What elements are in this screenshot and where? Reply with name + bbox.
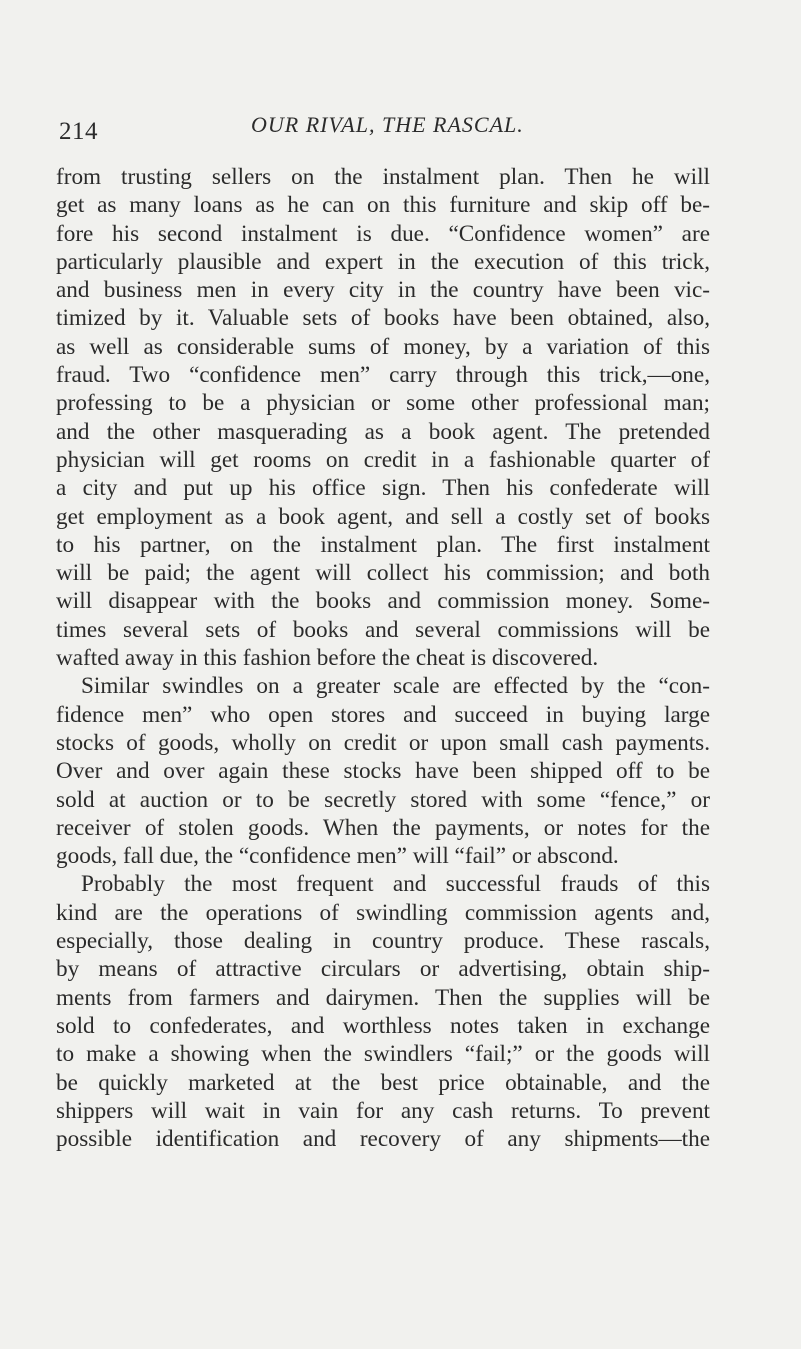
text-line: professing to be a physician or some other professional man; <box>56 390 710 417</box>
text-line: from trusting sellers on the instalment plan. Then he will <box>56 164 710 190</box>
text-line: will disappear with the books and commission money. Some- <box>56 588 710 615</box>
text-line: and the other masquerading as a book agent. The pretended <box>56 418 710 445</box>
text-line: timized by it. Valuable sets of books have been obtained, also, <box>56 305 710 332</box>
text-line: to make a showing when the swindlers “fail;” or the goods will <box>56 1041 710 1068</box>
text-line: stocks of goods, wholly on credit or upon small cash payments. <box>56 729 710 756</box>
text-line: goods, fall due, the “confidence men” will “fail” or abscond. <box>56 843 619 870</box>
text-line: fraud. Two “confidence men” carry through this trick,—one, <box>56 362 710 389</box>
text-line: shippers will wait in vain for any cash returns. To prevent <box>56 1097 710 1124</box>
text-line: get as many loans as he can on this furniture and skip off be- <box>56 192 710 219</box>
text-line: by means of attractive circulars or advertising, obtain ship- <box>56 956 710 983</box>
text-line: be quickly marketed at the best price obtainable, and the <box>56 1069 710 1096</box>
text-line: wafted away in this fashion before the cheat is discovered. <box>56 645 599 672</box>
text-line: to his partner, on the instalment plan. The first instalment <box>56 531 710 558</box>
text-line: fore his second instalment is due. “Confidence women” are <box>56 220 710 247</box>
text-line: kind are the operations of swindling commission agents and, <box>56 899 710 926</box>
text-line: Similar swindles on a greater scale are effected by the “con- <box>81 673 710 700</box>
text-line: fidence men” who open stores and succeed in buying large <box>56 701 710 728</box>
text-line: particularly plausible and expert in the execution of this trick, <box>56 248 710 275</box>
text-line: sold at auction or to be secretly stored with some “fence,” or <box>56 786 710 813</box>
running-head <box>59 112 759 152</box>
text-line: ments from farmers and dairymen. Then the supplies will be <box>56 984 710 1011</box>
text-line: possible identification and recovery of any shipments—the <box>56 1126 710 1153</box>
text-line: as well as considerable sums of money, by a variation of this <box>56 333 710 360</box>
text-line: receiver of stolen goods. When the payments, or notes for the <box>56 814 710 841</box>
text-line: Over and over again these stocks have been shipped off to be <box>56 758 710 785</box>
text-line: will be paid; the agent will collect his commission; and both <box>56 560 710 587</box>
text-line: sold to confederates, and worthless notes taken in exchange <box>56 1012 710 1039</box>
text-line: times several sets of books and several commissions will be <box>56 616 710 643</box>
text-line: physician will get rooms on credit in a fashionable quarter of <box>56 446 710 473</box>
body-text <box>56 163 710 1153</box>
text-line: and business men in every city in the country have been vic- <box>56 277 710 304</box>
page-number: 214 <box>59 118 98 145</box>
text-line: a city and put up his office sign. Then his confederate will <box>56 475 710 502</box>
running-title: OUR RIVAL, THE RASCAL. <box>251 112 524 137</box>
text-line: Probably the most frequent and successful frauds of this <box>81 871 710 898</box>
text-line: especially, those dealing in country produce. These rascals, <box>56 928 710 955</box>
text-line: get employment as a book agent, and sell a costly set of books <box>56 503 710 530</box>
